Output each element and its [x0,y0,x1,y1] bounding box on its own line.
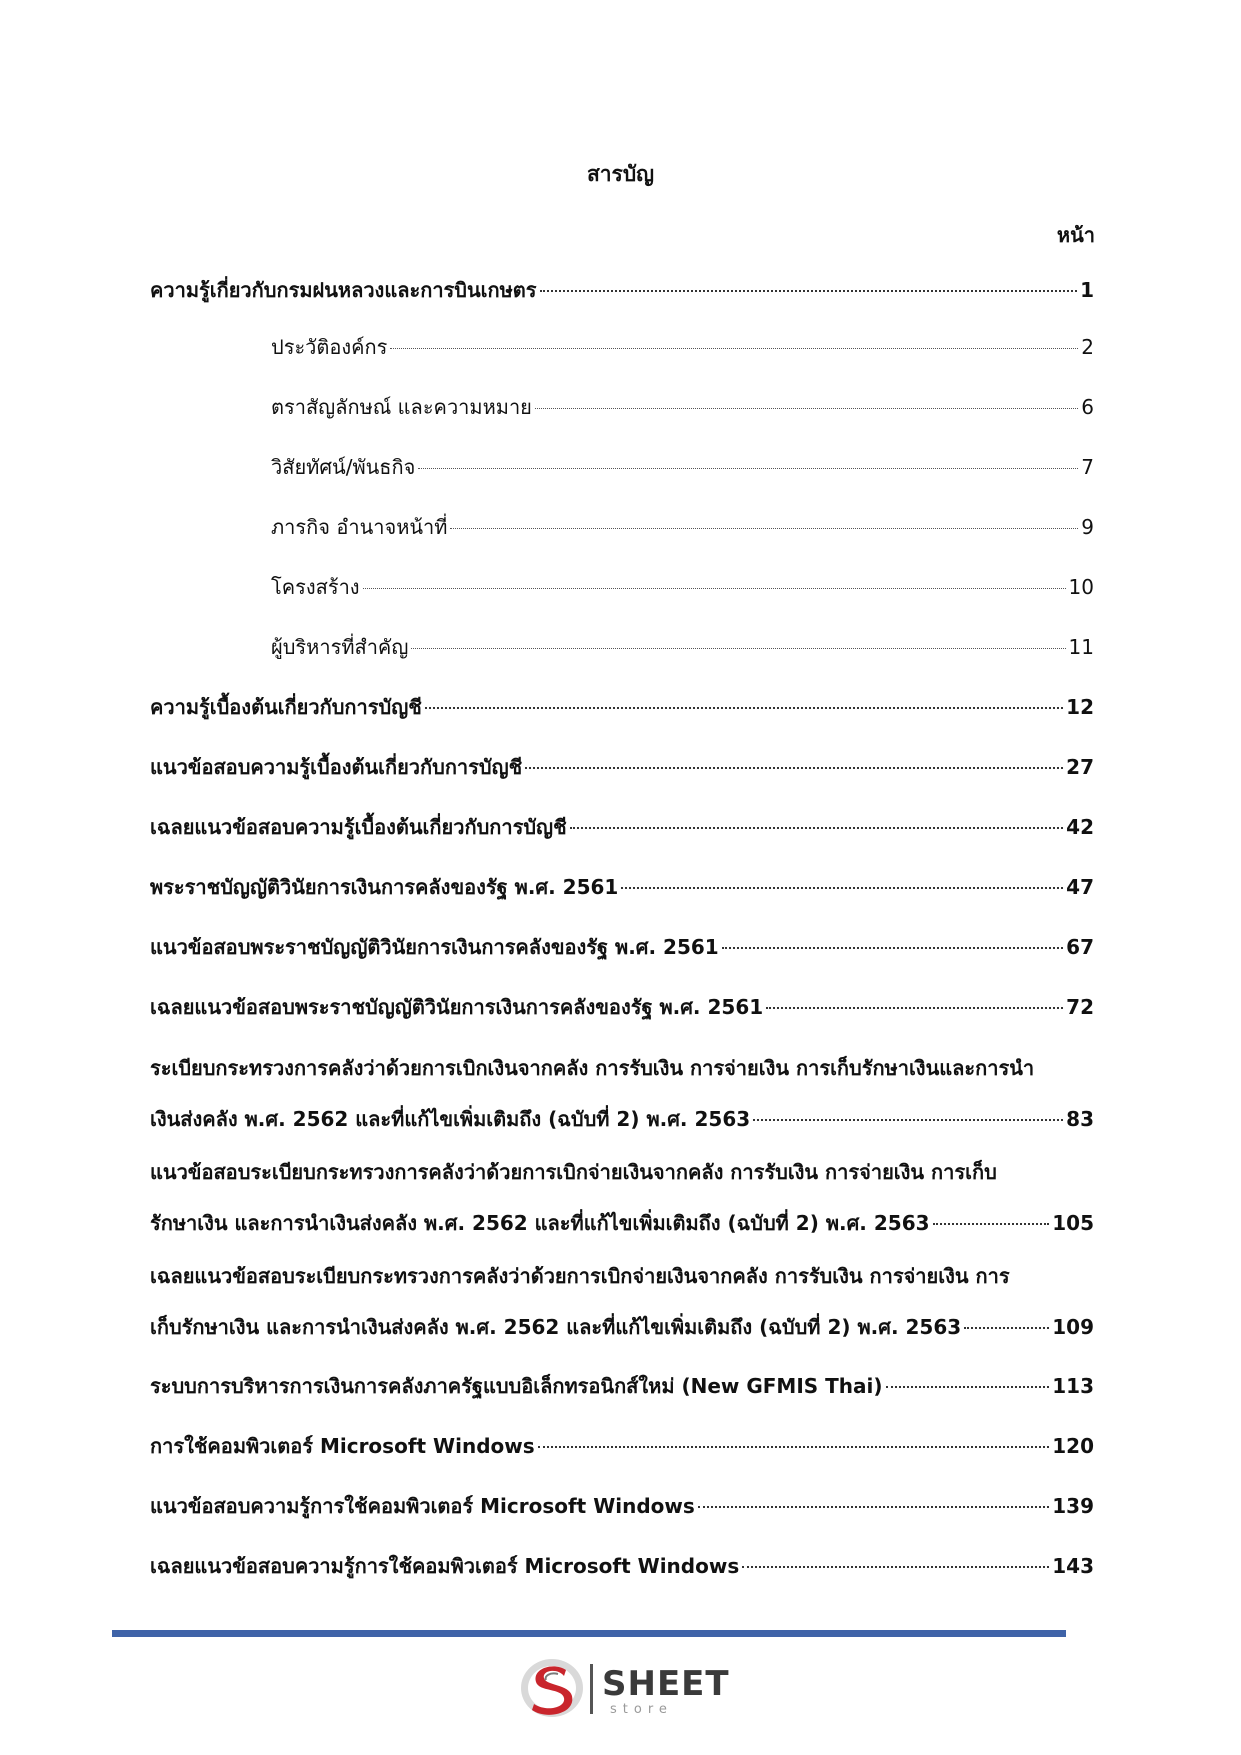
toc-entry-label: วิสัยทัศน์/พันธกิจ [271,455,416,479]
footer-rule [112,1630,1066,1637]
dot-leader [363,588,1066,589]
dot-leader [570,827,1064,829]
toc-entry-page: 72 [1066,995,1094,1019]
toc-entry-accounting-basics[interactable] [150,693,1094,721]
dot-leader [753,1119,1063,1121]
dot-leader [425,707,1063,709]
logo-subtitle: store [610,1702,673,1717]
toc-entry-page: 120 [1052,1434,1094,1458]
toc-entry-accounting-exam[interactable] [150,753,1094,781]
sheet-store-logo [518,1654,738,1720]
toc-entry-treasury-regulation-answers[interactable] [150,1262,1094,1341]
toc-entry-page: 2 [1081,335,1094,359]
dot-leader [418,468,1078,469]
dot-leader [964,1327,1049,1329]
toc-entry-structure[interactable] [271,573,1094,601]
toc-entry-page: 67 [1066,935,1094,959]
toc-entry-page: 9 [1081,515,1094,539]
toc-entry-label: แนวข้อสอบความรู้การใช้คอมพิวเตอร์ Microsoft Windows [150,1494,695,1518]
toc-entry-label: ผู้บริหารที่สำคัญ [271,635,409,659]
dot-leader [535,408,1078,409]
toc-entry-label: เฉลยแนวข้อสอบความรู้การใช้คอมพิวเตอร์ Microsoft Windows [150,1554,740,1578]
toc-entry-label: พระราชบัญญัติวินัยการเงินการคลังของรัฐ พ.ศ. 2561 [150,875,619,899]
toc-entry-mission[interactable] [271,513,1094,541]
toc-entry-page: 11 [1068,635,1094,659]
toc-entry-label-line-2: เงินส่งคลัง พ.ศ. 2562 และที่แก้ไขเพิ่มเติมถึง (ฉบับที่ 2) พ.ศ. 2563 [150,1107,751,1131]
dot-leader [722,947,1063,949]
toc-entry-label-line-2: เก็บรักษาเงิน และการนำเงินส่งคลัง พ.ศ. 2562 และที่แก้ไขเพิ่มเติมถึง (ฉบับที่ 2) พ.ศ. 2563 [150,1315,962,1339]
dot-leader [525,767,1063,769]
toc-entry-fiscal-act-exam[interactable] [150,933,1094,961]
toc-entry-page: 10 [1068,575,1094,599]
toc-entry-page: 113 [1052,1374,1094,1398]
toc-entry-emblem[interactable] [271,393,1094,421]
dot-leader [933,1223,1050,1225]
toc-entry-treasury-regulation-exam[interactable] [150,1158,1094,1237]
toc-entry-label-line-1: เฉลยแนวข้อสอบระเบียบกระทรวงการคลังว่าด้วยการเบิกจ่ายเงินจากคลัง การรับเงิน การจ่ายเงิน การ [150,1264,1010,1288]
toc-entry-page: 105 [1052,1211,1094,1235]
toc-entry-fiscal-act[interactable] [150,873,1094,901]
toc-entry-page: 6 [1081,395,1094,419]
toc-entry-label: ภารกิจ อำนาจหน้าที่ [271,515,448,539]
toc-entry-label-line-1: ระเบียบกระทรวงการคลังว่าด้วยการเบิกเงินจากคลัง การรับเงิน การจ่ายเงิน การเก็บรักษาเงินและการนำ [150,1056,1035,1080]
toc-entry-windows[interactable] [150,1432,1094,1460]
toc-entry-page: 1 [1080,278,1094,302]
toc-entry-page: 143 [1052,1554,1094,1578]
toc-entry-executives[interactable] [271,633,1094,661]
toc-entry-windows-answers[interactable] [150,1552,1094,1580]
dot-leader [538,1446,1050,1448]
toc-entry-label: เฉลยแนวข้อสอบความรู้เบื้องต้นเกี่ยวกับการบัญชี [150,815,567,839]
toc-entry-label: โครงสร้าง [271,575,360,599]
toc-entry-page: 42 [1066,815,1094,839]
toc-entry-page: 7 [1081,455,1094,479]
dot-leader [621,887,1063,889]
toc-entry-label: เฉลยแนวข้อสอบพระราชบัญญัติวินัยการเงินการคลังของรัฐ พ.ศ. 2561 [150,995,764,1019]
toc-entry-page: 139 [1052,1494,1094,1518]
logo-divider [590,1664,593,1714]
toc-entry-windows-exam[interactable] [150,1492,1094,1520]
toc-entry-label: ระบบการบริหารการเงินการคลังภาครัฐแบบอิเล็กทรอนิกส์ใหม่ (New GFMIS Thai) [150,1374,883,1398]
toc-entry-label: ความรู้เบื้องต้นเกี่ยวกับการบัญชี [150,695,422,719]
toc-entry-label-line-1: แนวข้อสอบระเบียบกระทรวงการคลังว่าด้วยการเบิกจ่ายเงินจากคลัง การรับเงิน การจ่ายเงิน การเก็บ [150,1160,997,1184]
toc-entry-accounting-answers[interactable] [150,813,1094,841]
toc-entry-label: การใช้คอมพิวเตอร์ Microsoft Windows [150,1434,535,1458]
toc-entry-label: ความรู้เกี่ยวกับกรมฝนหลวงและการบินเกษตร [150,278,537,302]
toc-entry-page: 83 [1066,1107,1094,1131]
page-column-header: หน้า [1056,223,1095,247]
toc-entry-label: แนวข้อสอบพระราชบัญญัติวินัยการเงินการคลังของรัฐ พ.ศ. 2561 [150,935,719,959]
toc-entry-page: 12 [1066,695,1094,719]
toc-entry-page: 109 [1052,1315,1094,1339]
dot-leader [886,1386,1050,1388]
dot-leader [742,1566,1049,1568]
toc-entry-history[interactable] [271,333,1094,361]
toc-entry-fiscal-act-answers[interactable] [150,993,1094,1021]
dot-leader [390,348,1078,349]
dot-leader [450,528,1078,529]
toc-entry-royal-rainmaking[interactable] [150,276,1094,304]
dot-leader [411,648,1065,649]
toc-entry-label-line-2: รักษาเงิน และการนำเงินส่งคลัง พ.ศ. 2562 และที่แก้ไขเพิ่มเติมถึง (ฉบับที่ 2) พ.ศ. 2563 [150,1211,930,1235]
toc-title: สารบัญ [586,162,655,186]
dot-leader [766,1007,1063,1009]
toc-entry-label: แนวข้อสอบความรู้เบื้องต้นเกี่ยวกับการบัญชี [150,755,523,779]
dot-leader [698,1506,1049,1508]
sheet-store-emblem-icon [518,1654,588,1720]
toc-entry-page: 27 [1066,755,1094,779]
toc-entry-treasury-regulation[interactable] [150,1054,1094,1133]
toc-entry-label: ประวัติองค์กร [271,335,388,359]
toc-entry-label: ตราสัญลักษณ์ และความหมาย [271,395,532,419]
toc-entry-vision[interactable] [271,453,1094,481]
logo-wordmark: SHEET [602,1664,730,1704]
dot-leader [540,290,1078,292]
toc-entry-gfmis[interactable] [150,1372,1094,1400]
toc-entry-page: 47 [1066,875,1094,899]
